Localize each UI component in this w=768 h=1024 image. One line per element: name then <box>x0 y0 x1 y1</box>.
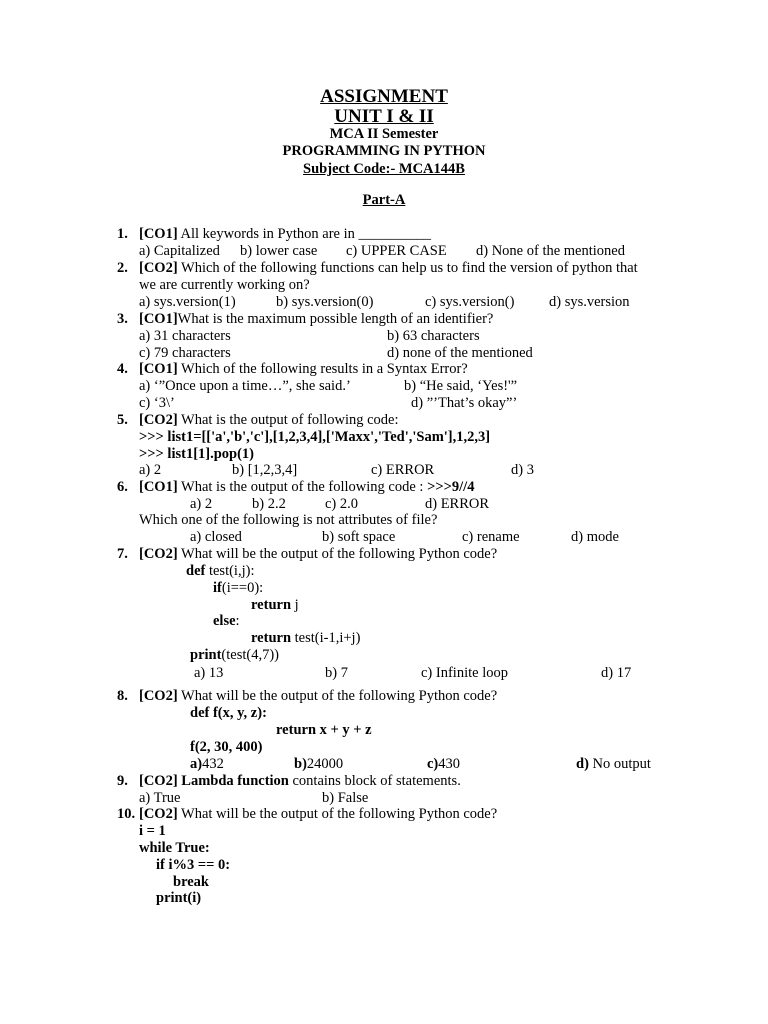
code-line: print(i) <box>156 890 202 906</box>
option-b: b) False <box>322 790 369 806</box>
option-c: c) ‘3\’ <box>139 395 175 411</box>
option-d: d) sys.version <box>549 294 630 310</box>
option-d: d) mode <box>571 529 619 545</box>
question-number: 5. <box>117 412 128 428</box>
code-line: if i%3 == 0: <box>156 857 231 873</box>
sub-question-text: Which one of the following is not attributes of file? <box>139 512 438 528</box>
option-c: c) UPPER CASE <box>346 243 447 259</box>
option-a: a) 2 <box>139 462 162 478</box>
question-text: [CO2] What will be the output of the following Python code? <box>139 688 498 704</box>
code-line: return x + y + z <box>276 722 372 738</box>
question-text: [CO2] What will be the output of the following Python code? <box>139 806 498 822</box>
question-text: [CO1]What is the maximum possible length of an identifier? <box>139 311 494 327</box>
option-a: a) 13 <box>194 665 224 681</box>
option-c: c) 2.0 <box>325 496 359 512</box>
question-text: [CO1] All keywords in Python are in __________ <box>139 226 432 242</box>
option-b: b) sys.version(0) <box>276 294 374 310</box>
code-line: if(i==0): <box>213 580 264 596</box>
option-c: c) Infinite loop <box>421 665 508 681</box>
question-number: 2. <box>117 260 128 276</box>
question-text: [CO2] Which of the following functions can help us to find the version of python that <box>139 260 638 276</box>
option-d: d) 17 <box>601 665 632 681</box>
option-a: a) 31 characters <box>139 328 231 344</box>
unit-title: UNIT I & II <box>334 106 434 127</box>
code-line: return test(i-1,i+j) <box>251 630 361 646</box>
question-number: 4. <box>117 361 128 377</box>
option-b: b)24000 <box>294 756 344 772</box>
option-c: c) rename <box>462 529 520 545</box>
option-c: c) sys.version() <box>425 294 515 310</box>
option-d: d) 3 <box>511 462 534 478</box>
option-a: a) sys.version(1) <box>139 294 236 310</box>
semester-label: MCA II Semester <box>329 126 439 142</box>
question-text: [CO2] Lambda function contains block of statements. <box>139 773 461 789</box>
question-number: 9. <box>117 773 128 789</box>
code-line: f(2, 30, 400) <box>190 739 263 755</box>
option-b: b) 2.2 <box>252 496 286 512</box>
code-line: def test(i,j): <box>186 563 255 579</box>
code-line: else: <box>213 613 240 629</box>
option-b: b) “He said, ‘Yes!'” <box>404 378 518 394</box>
option-c: c)430 <box>427 756 461 772</box>
code-line: while True: <box>139 840 210 856</box>
course-title: PROGRAMMING IN PYTHON <box>282 143 486 159</box>
code-line: print(test(4,7)) <box>190 647 279 663</box>
question-number: 7. <box>117 546 128 562</box>
option-a: a) Capitalized <box>139 243 220 259</box>
option-b: b) 63 characters <box>387 328 480 344</box>
option-a: a) True <box>139 790 181 806</box>
option-c: c) 79 characters <box>139 345 231 361</box>
option-a: a)432 <box>190 756 224 772</box>
code-line: >>> list1[1].pop(1) <box>139 446 255 462</box>
question-text: [CO1] What is the output of the following code : >>>9//4 <box>139 479 475 495</box>
option-b: b) soft space <box>322 529 396 545</box>
question-number: 3. <box>117 311 128 327</box>
code-line: return j <box>251 597 299 613</box>
subject-code: Subject Code:- MCA144B <box>303 161 465 177</box>
question-text-continued: we are currently working on? <box>139 277 310 293</box>
option-c: c) ERROR <box>371 462 435 478</box>
question-number: 6. <box>117 479 128 495</box>
code-line: >>> list1=[['a','b','c'],[1,2,3,4],['Maxx','Ted','Sam'],1,2,3] <box>139 429 491 445</box>
option-a: a) ‘”Once upon a time…”, she said.’ <box>139 378 351 394</box>
question-number: 8. <box>117 688 128 704</box>
option-d: d) ERROR <box>425 496 490 512</box>
question-number: 10. <box>117 806 136 822</box>
code-line: break <box>173 874 209 890</box>
part-heading: Part-A <box>362 192 406 208</box>
code-line: def f(x, y, z): <box>190 705 267 721</box>
code-line: i = 1 <box>139 823 166 839</box>
option-d: d) None of the mentioned <box>476 243 625 259</box>
question-text: [CO1] Which of the following results in a Syntax Error? <box>139 361 468 377</box>
option-d: d) ”’That’s okay”’ <box>411 395 518 411</box>
option-a: a) closed <box>190 529 242 545</box>
option-a: a) 2 <box>190 496 213 512</box>
question-text: [CO2] What will be the output of the following Python code? <box>139 546 498 562</box>
option-b: b) [1,2,3,4] <box>232 462 298 478</box>
option-b: b) 7 <box>325 665 348 681</box>
option-d: d) No output <box>576 756 651 772</box>
assignment-title: ASSIGNMENT <box>320 86 448 107</box>
option-d: d) none of the mentioned <box>387 345 533 361</box>
question-text: [CO2] What is the output of following code: <box>139 412 399 428</box>
option-b: b) lower case <box>240 243 318 259</box>
question-number: 1. <box>117 226 128 242</box>
